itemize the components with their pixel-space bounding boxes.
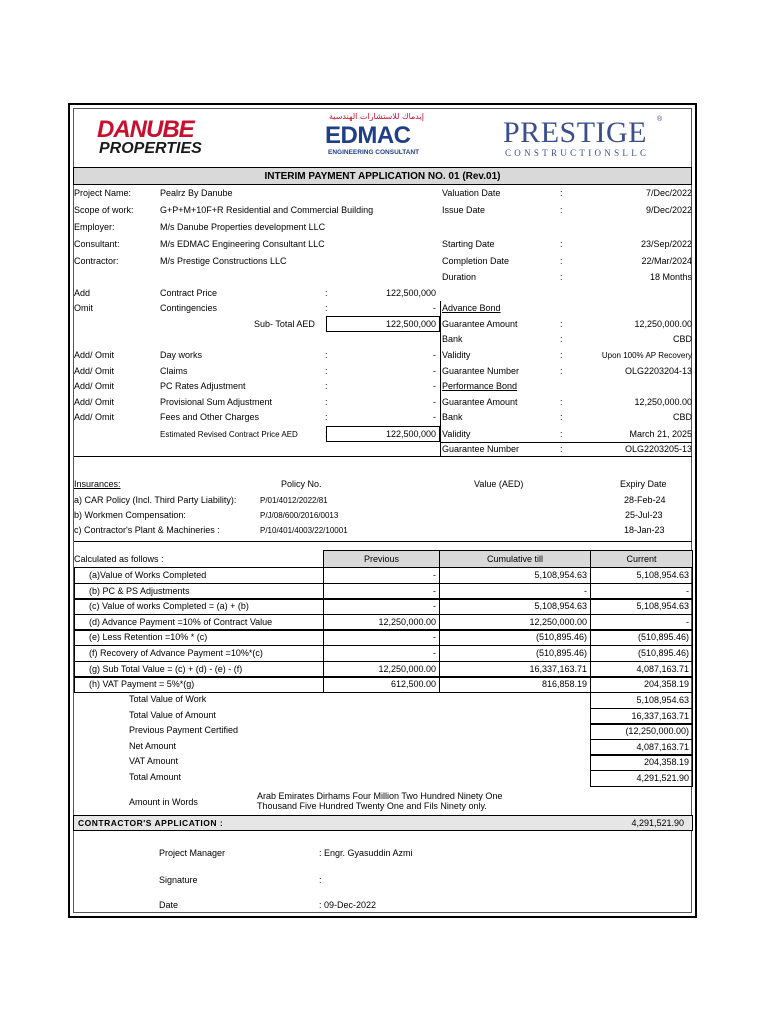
colon: :: [325, 366, 328, 376]
amount-in-words-label: Amount in Words: [129, 797, 198, 807]
advance-bank-value: CBD: [672, 334, 692, 344]
contract-price-value: 122,500,000: [385, 288, 436, 298]
employer-value: M/s Danube Properties development LLC: [160, 222, 326, 232]
colon: :: [325, 303, 328, 313]
calc-cell: [74, 645, 324, 662]
issue-date-value: 9/Dec/2022: [645, 205, 692, 215]
colon: :: [560, 256, 563, 266]
page-title: INTERIM PAYMENT APPLICATION NO. 01 (Rev.01): [264, 171, 501, 182]
colon: :: [560, 412, 563, 422]
payment-application-sheet: [68, 103, 697, 918]
sheet-inner-frame: [73, 108, 692, 913]
signature-label: Signature: [159, 875, 198, 885]
calc-row-cumulative: 5,108,954.63: [534, 570, 587, 580]
calc-row-label: (a)Value of Works Completed: [89, 570, 207, 580]
calc-row-current: 5,108,954.63: [636, 570, 689, 580]
prestige-logo-sub: CONSTRUCTIONSLLC: [505, 148, 650, 158]
project-manager-value: : Engr. Gyasuddin Azmi: [319, 848, 413, 858]
calc-row-current: -: [686, 586, 689, 596]
calc-cell: [590, 676, 693, 693]
cumulative-col-header: [439, 550, 591, 568]
current-col-header: [590, 550, 693, 568]
calc-cell: [323, 567, 440, 584]
revised-price-box: [326, 426, 440, 442]
provisional-sum-value: -: [433, 397, 436, 407]
project-manager-label: Project Manager: [159, 848, 226, 858]
advance-number-value: OLG2203204-13: [624, 366, 692, 376]
bond-divider: [440, 301, 441, 457]
project-name-value: Pealrz By Danube: [160, 188, 233, 198]
danube-logo-line1: DANUBE: [97, 116, 194, 143]
performance-amount-label: Guarantee Amount: [442, 397, 518, 407]
calc-row-previous: 12,250,000.00: [378, 664, 436, 674]
valuation-date-label: Valuation Date: [442, 188, 501, 198]
calc-row-previous: -: [433, 586, 436, 596]
calc-row-cumulative: 12,250,000.00: [529, 617, 587, 627]
insurance-policy: P/10/401/4003/22/10001: [260, 526, 348, 535]
cumulative-col-label: Cumulative till: [486, 554, 544, 564]
dayworks-value: -: [433, 350, 436, 360]
calc-row-previous: -: [433, 632, 436, 642]
subtotal-value: 122,500,000: [385, 319, 436, 329]
performance-number-label: Guarantee Number: [442, 444, 520, 454]
totals-row-value: 16,337,163.71: [631, 711, 689, 721]
colon: :: [325, 429, 328, 439]
contractor-value: M/s Prestige Constructions LLC: [160, 256, 287, 266]
insurance-expiry: 25-Jul-23: [625, 510, 663, 520]
totals-row-label: Total Amount: [129, 772, 182, 782]
advance-amount-label: Guarantee Amount: [442, 319, 518, 329]
calc-row-current: 4,087,163.71: [636, 664, 689, 674]
totals-row-value: 4,291,521.90: [636, 773, 689, 783]
totals-row-cell: [590, 692, 693, 709]
colon: :: [560, 188, 563, 198]
performance-validity-label: Validity: [442, 429, 471, 439]
duration-label: Duration: [442, 272, 477, 282]
pc-rates-label: PC Rates Adjustment: [160, 381, 246, 391]
add-label: Add: [74, 288, 91, 298]
performance-bond-heading: Performance Bond: [442, 381, 518, 391]
colon: :: [560, 205, 563, 215]
claims-label: Claims: [160, 366, 188, 376]
addomit-label: Add/ Omit: [74, 412, 115, 422]
completion-date-value: 22/Mar/2024: [641, 256, 692, 266]
edmac-logo-arabic: إيدماك للاستشارات الهندسية: [329, 112, 424, 121]
advance-bond-heading: Advance Bond: [442, 303, 501, 313]
insurance-label: b) Workmen Compensation:: [74, 510, 186, 520]
calc-row-cumulative: (510,895.46): [535, 648, 587, 658]
contractor-label: Contractor:: [74, 256, 119, 266]
calc-row-current: 204,358.19: [643, 679, 689, 689]
calc-cell: [590, 645, 693, 662]
pc-rates-value: -: [433, 381, 436, 391]
calc-cell: [439, 598, 591, 615]
starting-date-label: Starting Date: [442, 239, 495, 249]
date-label: Date: [159, 900, 179, 910]
colon: :: [325, 381, 328, 391]
calc-row-current: (510,895.46): [637, 632, 689, 642]
performance-validity-value: March 21, 2025: [629, 429, 692, 439]
colon: :: [560, 429, 563, 439]
colon: :: [560, 366, 563, 376]
performance-amount-value: 12,250,000.00: [634, 397, 692, 407]
previous-col-header: [323, 550, 440, 568]
starting-date-value: 23/Sep/2022: [640, 239, 692, 249]
consultant-value: M/s EDMAC Engineering Consultant LLC: [160, 239, 325, 249]
calc-cell: [590, 567, 693, 584]
insurances-heading: Insurances:: [74, 479, 121, 489]
amount-in-words-line1: Arab Emirates Dirhams Four Million Two Hundred Ninety One: [257, 791, 503, 801]
calc-cell: [439, 676, 591, 693]
totals-row-value: 4,087,163.71: [636, 742, 689, 752]
calc-row-previous: 12,250,000.00: [378, 617, 436, 627]
totals-row-label: Previous Payment Certified: [129, 725, 239, 735]
totals-row-label: Total Value of Work: [129, 694, 207, 704]
subtotal-box: [326, 316, 440, 332]
amount-in-words-line2: Thousand Five Hundred Twenty One and Fils Ninety only.: [257, 801, 487, 811]
totals-row-cell: [590, 770, 693, 787]
totals-row-label: Net Amount: [129, 741, 177, 751]
title-bar: [73, 167, 692, 185]
addomit-label: Add/ Omit: [74, 397, 115, 407]
calc-row-label: (e) Less Retention =10% * (c): [89, 632, 208, 642]
valuation-date-value: 7/Dec/2022: [645, 188, 692, 198]
edmac-logo-name: EDMAC: [325, 122, 411, 149]
totals-row-value: 5,108,954.63: [636, 695, 689, 705]
calc-row-previous: 612,500.00: [390, 679, 436, 689]
insurance-expiry: 18-Jan-23: [624, 525, 665, 535]
totals-row-cell: [590, 723, 693, 740]
fees-label: Fees and Other Charges: [160, 412, 260, 422]
calc-row-previous: -: [433, 570, 436, 580]
totals-row-value: (12,250,000.00): [625, 726, 689, 736]
colon: :: [325, 397, 328, 407]
calc-cell: [323, 598, 440, 615]
calc-cell: [323, 629, 440, 646]
insurance-label: a) CAR Policy (Incl. Third Party Liability):: [74, 495, 237, 505]
advance-validity-value: Upon 100% AP Recovery: [601, 351, 692, 360]
issue-date-label: Issue Date: [442, 205, 486, 215]
fees-value: -: [433, 412, 436, 422]
signature-value: :: [319, 875, 322, 885]
calc-cell: [323, 645, 440, 662]
calc-row-cumulative: (510,895.46): [535, 632, 587, 642]
policy-no-header: Policy No.: [281, 479, 322, 489]
performance-bank-value: CBD: [672, 412, 692, 422]
omit-label: Omit: [74, 303, 93, 313]
dayworks-label: Day works: [160, 350, 203, 360]
calc-cell: [590, 629, 693, 646]
totals-row-cell: [590, 754, 693, 771]
calc-heading: Calculated as follows :: [74, 554, 164, 564]
project-name-label: Project Name:: [74, 188, 132, 198]
insurance-policy: P/J/08/600/2016/0013: [260, 511, 339, 520]
calc-cell: [323, 676, 440, 693]
previous-col-label: Previous: [363, 554, 399, 564]
claims-value: -: [433, 366, 436, 376]
addomit-label: Add/ Omit: [74, 350, 115, 360]
contingencies-label: Contingencies: [160, 303, 218, 313]
consultant-label: Consultant:: [74, 239, 120, 249]
performance-bank-label: Bank: [442, 412, 463, 422]
section-divider: [74, 456, 692, 457]
calc-cell: [439, 645, 591, 662]
advance-amount-value: 12,250,000.00: [634, 319, 692, 329]
scope-value: G+P+M+10F+R Residential and Commercial Building: [160, 205, 374, 215]
insurance-expiry: 28-Feb-24: [624, 495, 666, 505]
advance-validity-label: Validity: [442, 350, 471, 360]
calc-row-label: (b) PC & PS Adjustments: [89, 586, 190, 596]
calc-cell: [590, 598, 693, 615]
duration-value: 18 Months: [649, 272, 692, 282]
contract-price-label: Contract Price: [160, 288, 218, 298]
contingencies-value: -: [433, 303, 436, 313]
colon: :: [560, 397, 563, 407]
colon: :: [325, 412, 328, 422]
colon: :: [560, 272, 563, 282]
colon: :: [560, 319, 563, 329]
advance-bank-label: Bank: [442, 334, 463, 344]
subtotal-label: Sub- Total AED: [254, 319, 315, 329]
provisional-sum-label: Provisional Sum Adjustment: [160, 397, 273, 407]
calc-row-label: (g) Sub Total Value = (c) + (d) - (e) - (f): [89, 664, 243, 674]
calc-row-current: 5,108,954.63: [636, 601, 689, 611]
addomit-label: Add/ Omit: [74, 366, 115, 376]
colon: :: [560, 239, 563, 249]
completion-date-label: Completion Date: [442, 256, 510, 266]
insurance-policy: P/01/4012/2022/81: [260, 496, 328, 505]
calc-row-label: (h) VAT Payment = 5%*(g): [89, 679, 195, 689]
calc-row-cumulative: 16,337,163.71: [529, 664, 587, 674]
performance-number-value: OLG2203205-13: [624, 444, 692, 454]
totals-row-label: VAT Amount: [129, 756, 179, 766]
bond-row-divider: [440, 442, 692, 443]
contractor-application-value: 4,291,521.90: [631, 818, 684, 828]
calc-row-cumulative: 5,108,954.63: [534, 601, 587, 611]
employer-label: Employer:: [74, 222, 115, 232]
advance-number-label: Guarantee Number: [442, 366, 520, 376]
calc-row-cumulative: 816,858.19: [541, 679, 587, 689]
calc-row-label: (f) Recovery of Advance Payment =10%*(c): [89, 648, 263, 658]
totals-row-label: Total Value of Amount: [129, 710, 216, 720]
scope-label: Scope of work:: [74, 205, 134, 215]
expiry-date-header: Expiry Date: [620, 479, 667, 489]
calc-top-divider: [74, 541, 692, 542]
current-col-label: Current: [626, 554, 657, 564]
value-aed-header: Value (AED): [474, 479, 524, 489]
calc-cell: [74, 598, 324, 615]
calc-cell: [74, 567, 324, 584]
calc-row-label: (c) Value of works Completed = (a) + (b): [89, 601, 249, 611]
calc-row-cumulative: -: [584, 586, 587, 596]
revised-price-value: 122,500,000: [385, 429, 436, 439]
colon: :: [325, 350, 328, 360]
calc-row-previous: -: [433, 648, 436, 658]
colon: :: [560, 334, 563, 344]
calc-cell: [74, 676, 324, 693]
totals-row-value: 204,358.19: [643, 757, 689, 767]
calc-row-current: (510,895.46): [637, 648, 689, 658]
revised-price-label: Estimated Revised Contract Price AED: [160, 430, 298, 439]
addomit-label: Add/ Omit: [74, 381, 115, 391]
prestige-registered-mark: ®: [657, 116, 663, 123]
calc-cell: [74, 629, 324, 646]
date-value: : 09-Dec-2022: [319, 900, 377, 910]
contractor-application-label: CONTRACTOR'S APPLICATION :: [78, 818, 224, 828]
colon: :: [560, 444, 563, 454]
calc-cell: [439, 629, 591, 646]
calc-row-current: -: [686, 617, 689, 627]
colon: :: [560, 350, 563, 360]
prestige-logo-name: PRESTIGE: [503, 116, 648, 149]
danube-logo-line2: PROPERTIES: [99, 140, 202, 157]
contractor-application-bar: [73, 815, 693, 831]
calc-row-label: (d) Advance Payment =10% of Contract Value: [89, 617, 273, 627]
calc-cell: [439, 567, 591, 584]
colon: :: [325, 288, 328, 298]
edmac-logo-sub: ENGINEERING CONSULTANT: [328, 149, 420, 156]
insurance-label: c) Contractor's Plant & Machineries :: [74, 525, 220, 535]
calc-row-previous: -: [433, 601, 436, 611]
